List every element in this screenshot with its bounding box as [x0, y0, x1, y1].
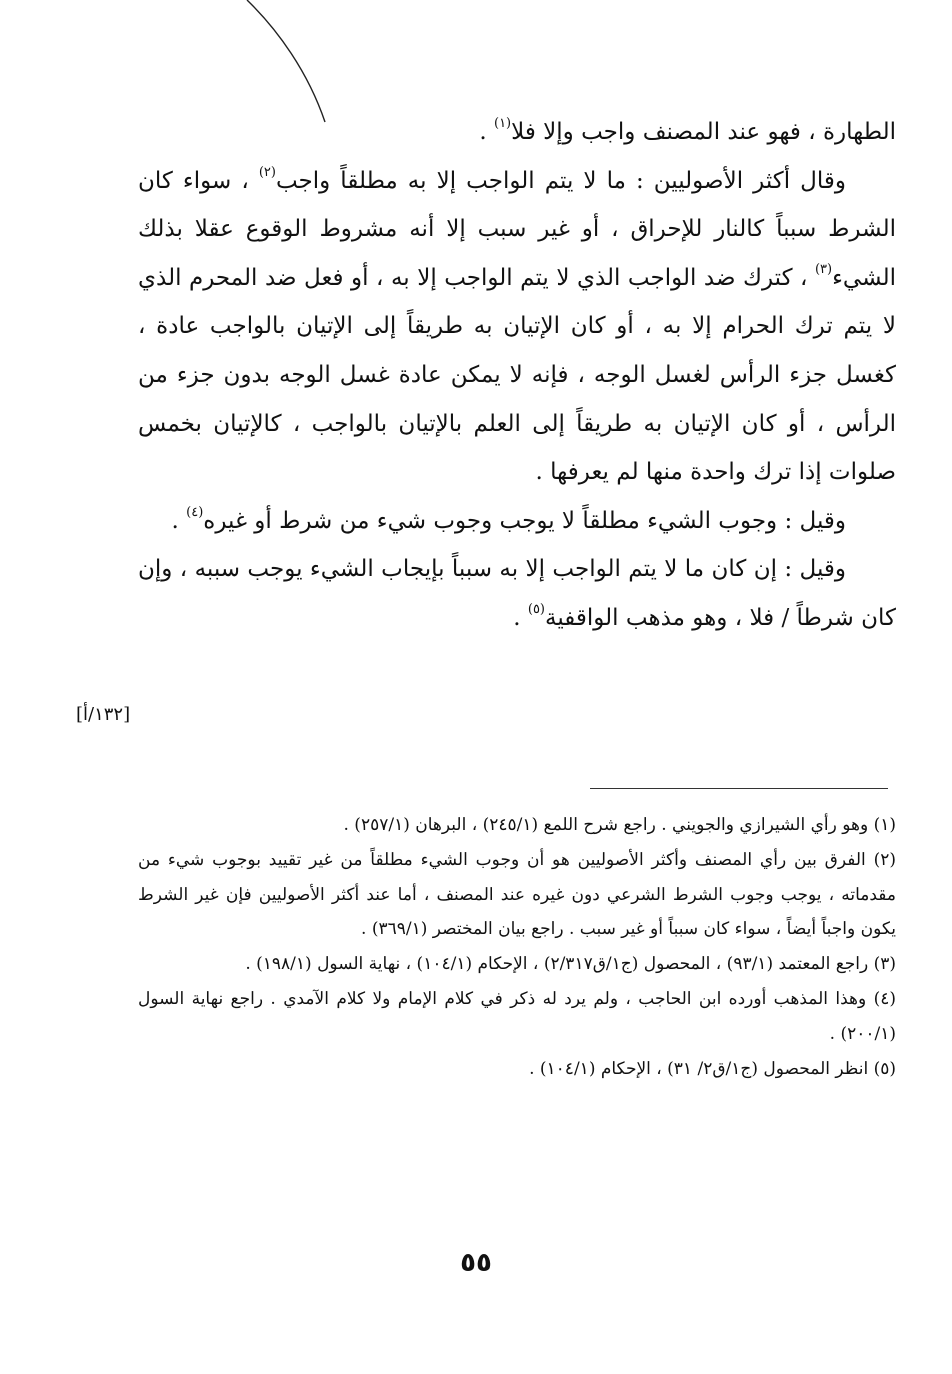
footnote-3: (٣) راجع المعتمد (٩٣/١) ، المحصول (ج١/ق٢/٣١٧) ، الإحكام (١٠٤/١) ، نهاية السول (١٩٨/١) .: [245, 954, 896, 975]
paragraph-1: الطهارة ، فهو عند المصنف واجب وإلا فلا$^{(١)}$ .: [479, 116, 896, 145]
footnote-4: (٤) وهذا المذهب أورده ابن الحاجب ، ولم يرد له ذكر في كلام الإمام ولا كلام الآمدي . راجع نهاية السول (٢٠٠/١) .: [138, 988, 896, 1044]
main-text: [138, 108, 896, 643]
footnote-separator: [590, 788, 888, 789]
footnote-2: (٢) الفرق بين رأي المصنف وأكثر الأصوليين هو أن وجوب الشيء مطلقاً من غير تقييد بوجوب شيء من مقدماته ، يوجب وجوب الشرط الشرعي دون غيره عند المصنف ، أما عند أكثر الأصوليين فإن غير الشرط يكون واجباً أيضاً ، سواء كان سبباً أو غير سبب . راجع بيان المختصر (٣٦٩/١) .: [138, 849, 896, 940]
footnotes: [138, 808, 896, 1086]
footnote-ref-5[interactable]: (٥): [527, 601, 545, 617]
footnote-ref-3[interactable]: (٣): [814, 261, 833, 277]
footnote-ref-2[interactable]: (٢): [258, 164, 276, 180]
footnote-ref-1[interactable]: (١): [493, 116, 512, 131]
footnote-5: (٥) انظر المحصول (ج١/ق٢/ ٣١) ، الإحكام (١٠٤/١) .: [529, 1058, 896, 1079]
manuscript-folio-marker: [١٣٢/أ]: [76, 704, 131, 725]
paragraph-4: وقيل : إن كان ما لا يتم الواجب إلا به سبباً بإيجاب الشيء يوجب سببه ، وإن كان شرطاً / فلا ، وهو مذهب الواقفية$^{(٥)}$ .: [138, 556, 896, 631]
paragraph-2: وقال أكثر الأصوليين : ما لا يتم الواجب إلا به مطلقاً واجب$^{(٢)}$ ، سواء كان الشرط سبباً كالنار للإحراق ، أو غير سبب إلا أنه مشروط الوقوع عقلا بذلك الشيء$^{(٣)}$ ، كترك ضد الواجب الذي لا يتم الواجب إلا به ، أو فعل ضد المحرم الذي لا يتم ترك الحرام إلا به ، أو كان الإتيان به طريقاً إلى الإتيان بالواجب عادة ، كغسل جزء الرأس لغسل الوجه ، فإنه لا يمكن عادة غسل الوجه بدون جزء من الرأس ، أو كان الإتيان به طريقاً إلى العلم بالإتيان بالواجب ، كالإتيان بخمس صلوات إذا ترك واحدة منها لم يعرفها .: [138, 164, 896, 486]
page-number: ٥٥: [460, 1248, 492, 1278]
paragraph-3: وقيل : وجوب الشيء مطلقاً لا يوجب وجوب شيء من شرط أو غيره$^{(٤)}$ .: [171, 504, 846, 534]
footnote-1: (١) وهو رأي الشيرازي والجويني . راجع شرح اللمع (٢٤٥/١) ، البرهان (٢٥٧/١) .: [343, 815, 896, 835]
footnote-ref-4[interactable]: (٤): [186, 504, 204, 520]
